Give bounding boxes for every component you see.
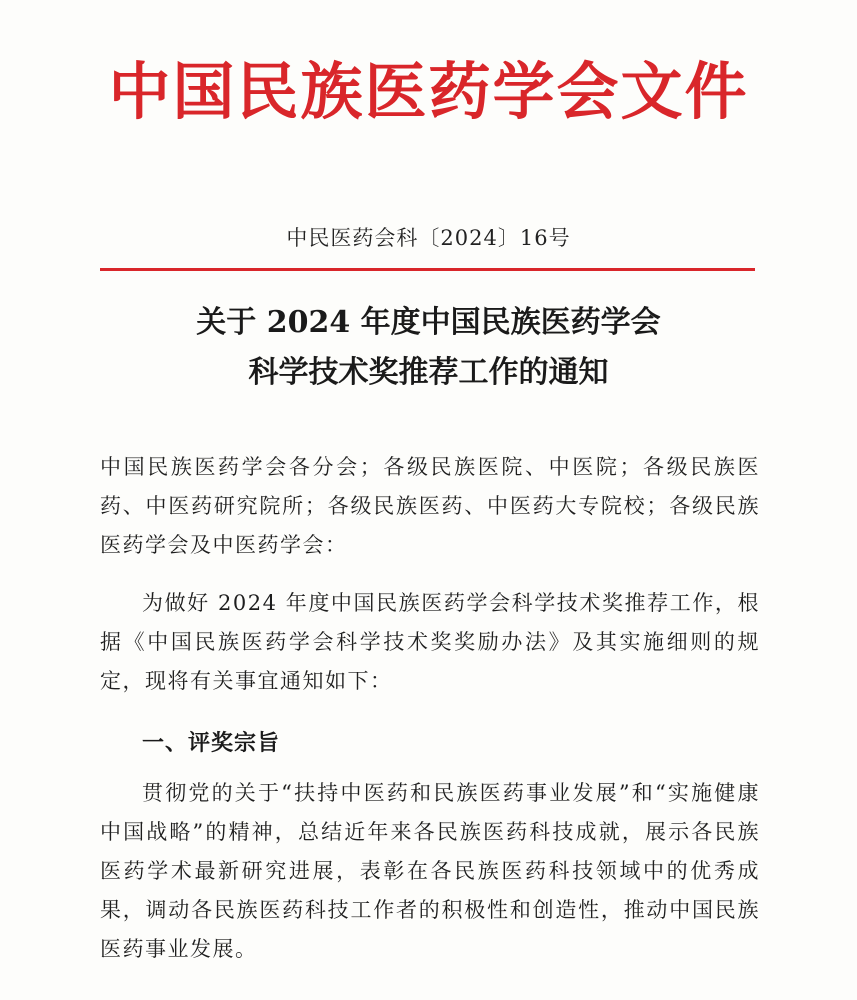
title-line-2: 科学技术奖推荐工作的通知 (248, 355, 609, 390)
document-title (0, 298, 857, 398)
section-paragraph-purpose: 贯彻党的关于“扶持中医药和民族医药事业发展”和“实施健康中国战略”的精神，总结近年来各民族医药科技成就，展示各民族医药学术最新研究进展，表彰在各民族医药科技领域中的优秀成果，调动各民族医药科技工作者的积极性和创造性，推动中国民族医药事业发展。 (100, 781, 760, 961)
section-heading-purpose: 一、评奖宗旨 (142, 731, 281, 756)
title-line-1: 关于 2024 年度中国民族医药学会 (196, 305, 661, 340)
recipients-paragraph: 中国民族医药学会各分会；各级民族医院、中医院；各级民族医药、中医药研究院所；各级民族医药、中医药大专院校；各级民族医药学会及中医药学会： (100, 455, 760, 557)
red-divider-line (100, 268, 755, 271)
document-number: 中民医药会科〔2024〕16号 (286, 226, 571, 250)
letterhead-title: 中国民族医药学会文件 (108, 55, 749, 128)
intro-paragraph: 为做好 2024 年度中国民族医药学会科学技术奖推荐工作，根据《中国民族医药学会科学技术奖奖励办法》及其实施细则的规定，现将有关事宜通知如下： (100, 591, 760, 693)
